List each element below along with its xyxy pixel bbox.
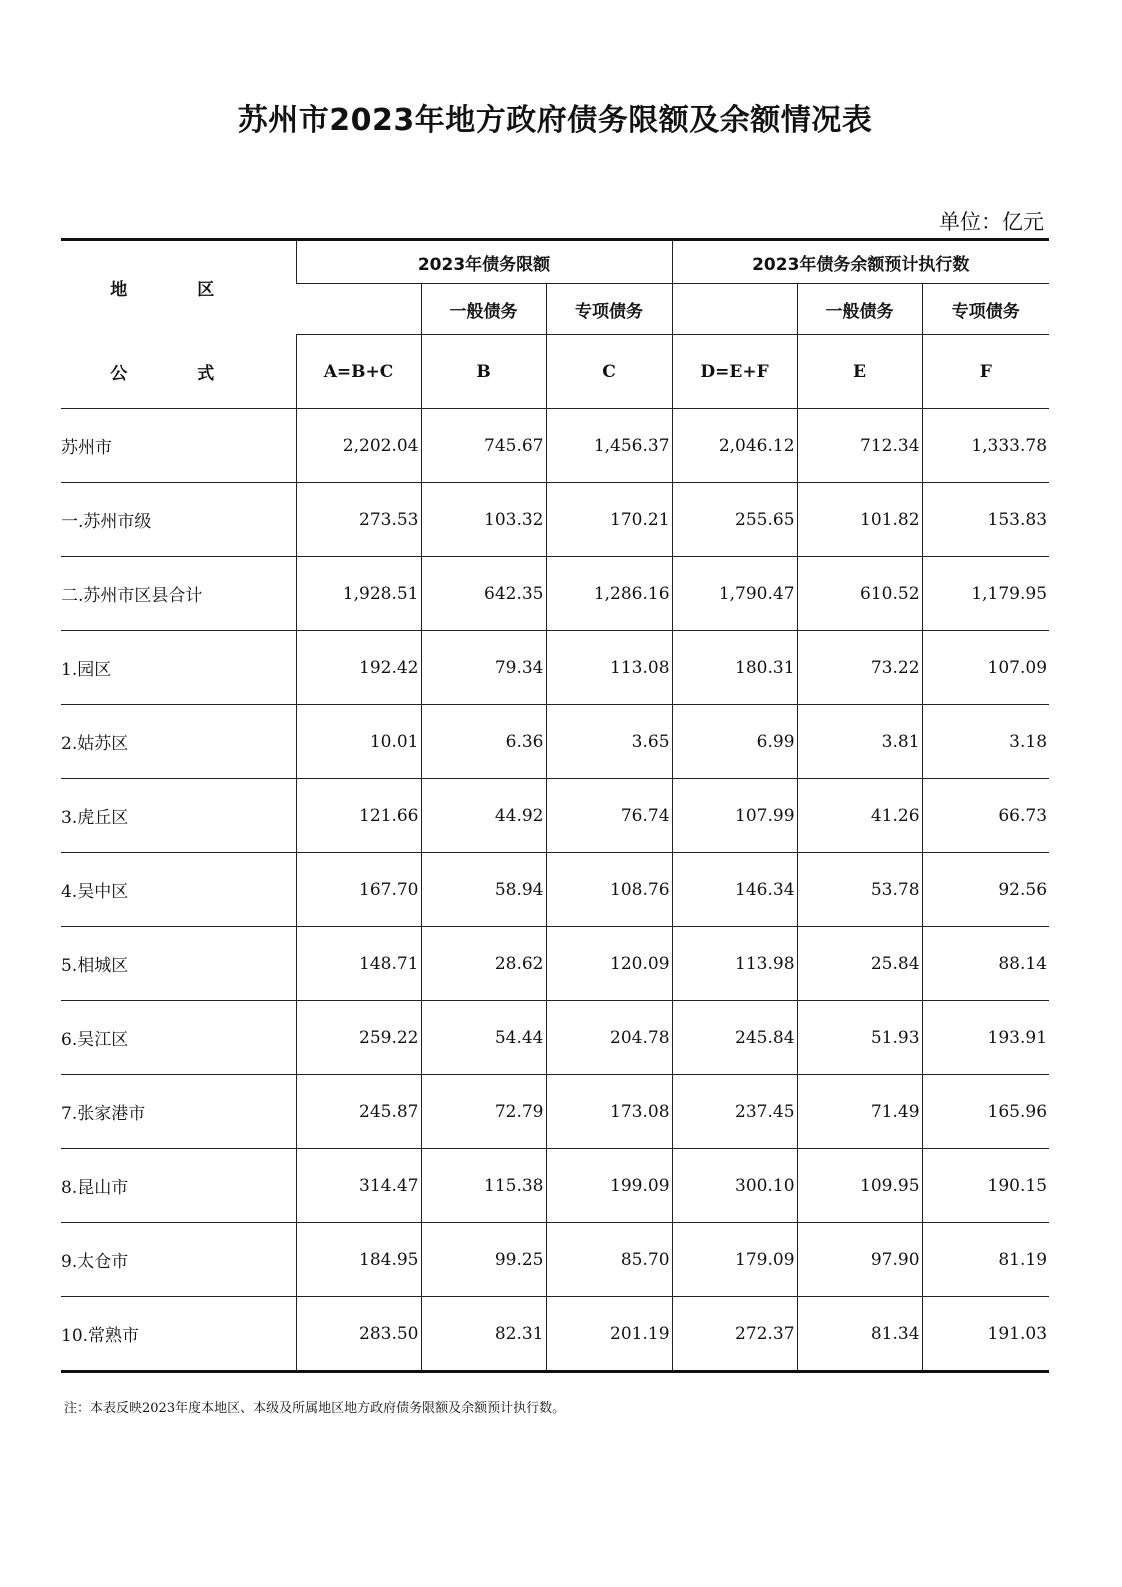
table-row [61, 483, 1049, 557]
table-row [61, 1223, 1049, 1297]
value-cell: 201.19 [546, 1297, 672, 1372]
value-cell: 191.03 [922, 1297, 1049, 1372]
formula-cell: D=E+F [672, 335, 797, 409]
value-cell: 81.19 [922, 1223, 1049, 1297]
value-cell: 3.18 [922, 705, 1049, 779]
formula-cell: A=B+C [296, 335, 421, 409]
value-cell: 1,456.37 [546, 409, 672, 483]
value-cell: 165.96 [922, 1075, 1049, 1149]
value-cell: 190.15 [922, 1149, 1049, 1223]
value-cell: 6.36 [421, 705, 546, 779]
table-row [61, 409, 1049, 483]
value-cell: 97.90 [797, 1223, 922, 1297]
page-title: 苏州市2023年地方政府债务限额及余额情况表 [237, 103, 873, 138]
value-cell: 81.34 [797, 1297, 922, 1372]
unit-label: 单位：亿元 [939, 210, 1044, 234]
value-cell: 1,286.16 [546, 557, 672, 631]
region-name: 7.张家港市 [61, 1075, 296, 1149]
value-cell: 109.95 [797, 1149, 922, 1223]
header-general-balance: 一般债务 [797, 284, 922, 335]
value-cell: 107.09 [922, 631, 1049, 705]
table-row [61, 705, 1049, 779]
table-row [61, 779, 1049, 853]
value-cell: 121.66 [296, 779, 421, 853]
table-row [61, 1149, 1049, 1223]
value-cell: 99.25 [421, 1223, 546, 1297]
header-balance-group: 2023年债务余额预计执行数 [672, 240, 1049, 284]
value-cell: 1,333.78 [922, 409, 1049, 483]
value-cell: 204.78 [546, 1001, 672, 1075]
region-name: 9.太仓市 [61, 1223, 296, 1297]
value-cell: 610.52 [797, 557, 922, 631]
value-cell: 73.22 [797, 631, 922, 705]
value-cell: 10.01 [296, 705, 421, 779]
value-cell: 44.92 [421, 779, 546, 853]
value-cell: 273.53 [296, 483, 421, 557]
value-cell: 184.95 [296, 1223, 421, 1297]
region-name: 10.常熟市 [61, 1297, 296, 1372]
value-cell: 79.34 [421, 631, 546, 705]
value-cell: 1,928.51 [296, 557, 421, 631]
value-cell: 85.70 [546, 1223, 672, 1297]
footnote: 注：本表反映2023年度本地区、本级及所属地区地方政府债务限额及余额预计执行数。 [64, 1401, 566, 1416]
region-name: 4.吴中区 [61, 853, 296, 927]
value-cell: 82.31 [421, 1297, 546, 1372]
region-name: 2.姑苏区 [61, 705, 296, 779]
header-balance-total [672, 284, 797, 335]
value-cell: 25.84 [797, 927, 922, 1001]
value-cell: 115.38 [421, 1149, 546, 1223]
region-name: 二.苏州市区县合计 [61, 557, 296, 631]
region-name: 苏州市 [61, 409, 296, 483]
formula-row [61, 335, 1049, 409]
value-cell: 71.49 [797, 1075, 922, 1149]
table-row [61, 557, 1049, 631]
value-cell: 113.98 [672, 927, 797, 1001]
formula-cell: E [797, 335, 922, 409]
header-limit-group: 2023年债务限额 [296, 240, 672, 284]
value-cell: 66.73 [922, 779, 1049, 853]
value-cell: 193.91 [922, 1001, 1049, 1075]
region-name: 一.苏州市级 [61, 483, 296, 557]
header-special-balance: 专项债务 [922, 284, 1049, 335]
header-row-1 [61, 240, 1049, 284]
value-cell: 3.81 [797, 705, 922, 779]
table-row [61, 853, 1049, 927]
formula-cell: C [546, 335, 672, 409]
value-cell: 148.71 [296, 927, 421, 1001]
value-cell: 3.65 [546, 705, 672, 779]
value-cell: 245.87 [296, 1075, 421, 1149]
formula-cell: F [922, 335, 1049, 409]
value-cell: 745.67 [421, 409, 546, 483]
value-cell: 107.99 [672, 779, 797, 853]
value-cell: 92.56 [922, 853, 1049, 927]
formula-cell: B [421, 335, 546, 409]
value-cell: 245.84 [672, 1001, 797, 1075]
value-cell: 1,179.95 [922, 557, 1049, 631]
region-name: 1.园区 [61, 631, 296, 705]
value-cell: 712.34 [797, 409, 922, 483]
value-cell: 642.35 [421, 557, 546, 631]
header-special-limit: 专项债务 [546, 284, 672, 335]
value-cell: 2,202.04 [296, 409, 421, 483]
value-cell: 199.09 [546, 1149, 672, 1223]
value-cell: 314.47 [296, 1149, 421, 1223]
value-cell: 54.44 [421, 1001, 546, 1075]
value-cell: 88.14 [922, 927, 1049, 1001]
table-row [61, 1297, 1049, 1372]
value-cell: 237.45 [672, 1075, 797, 1149]
value-cell: 51.93 [797, 1001, 922, 1075]
value-cell: 2,046.12 [672, 409, 797, 483]
region-name: 8.昆山市 [61, 1149, 296, 1223]
formula-label: 公 式 [61, 335, 296, 409]
value-cell: 180.31 [672, 631, 797, 705]
region-name: 6.吴江区 [61, 1001, 296, 1075]
table-row [61, 927, 1049, 1001]
value-cell: 76.74 [546, 779, 672, 853]
value-cell: 153.83 [922, 483, 1049, 557]
region-name: 5.相城区 [61, 927, 296, 1001]
value-cell: 72.79 [421, 1075, 546, 1149]
value-cell: 259.22 [296, 1001, 421, 1075]
value-cell: 173.08 [546, 1075, 672, 1149]
value-cell: 170.21 [546, 483, 672, 557]
value-cell: 6.99 [672, 705, 797, 779]
region-name: 3.虎丘区 [61, 779, 296, 853]
header-limit-total [296, 284, 421, 335]
table-row [61, 1075, 1049, 1149]
value-cell: 179.09 [672, 1223, 797, 1297]
header-region: 地 区 [61, 240, 296, 335]
value-cell: 101.82 [797, 483, 922, 557]
value-cell: 120.09 [546, 927, 672, 1001]
value-cell: 283.50 [296, 1297, 421, 1372]
value-cell: 146.34 [672, 853, 797, 927]
value-cell: 103.32 [421, 483, 546, 557]
value-cell: 192.42 [296, 631, 421, 705]
value-cell: 1,790.47 [672, 557, 797, 631]
table-row [61, 631, 1049, 705]
table-row [61, 1001, 1049, 1075]
debt-table [61, 238, 1049, 1373]
value-cell: 272.37 [672, 1297, 797, 1372]
value-cell: 167.70 [296, 853, 421, 927]
value-cell: 255.65 [672, 483, 797, 557]
value-cell: 28.62 [421, 927, 546, 1001]
value-cell: 58.94 [421, 853, 546, 927]
header-general-limit: 一般债务 [421, 284, 546, 335]
value-cell: 300.10 [672, 1149, 797, 1223]
value-cell: 108.76 [546, 853, 672, 927]
value-cell: 41.26 [797, 779, 922, 853]
value-cell: 113.08 [546, 631, 672, 705]
value-cell: 53.78 [797, 853, 922, 927]
